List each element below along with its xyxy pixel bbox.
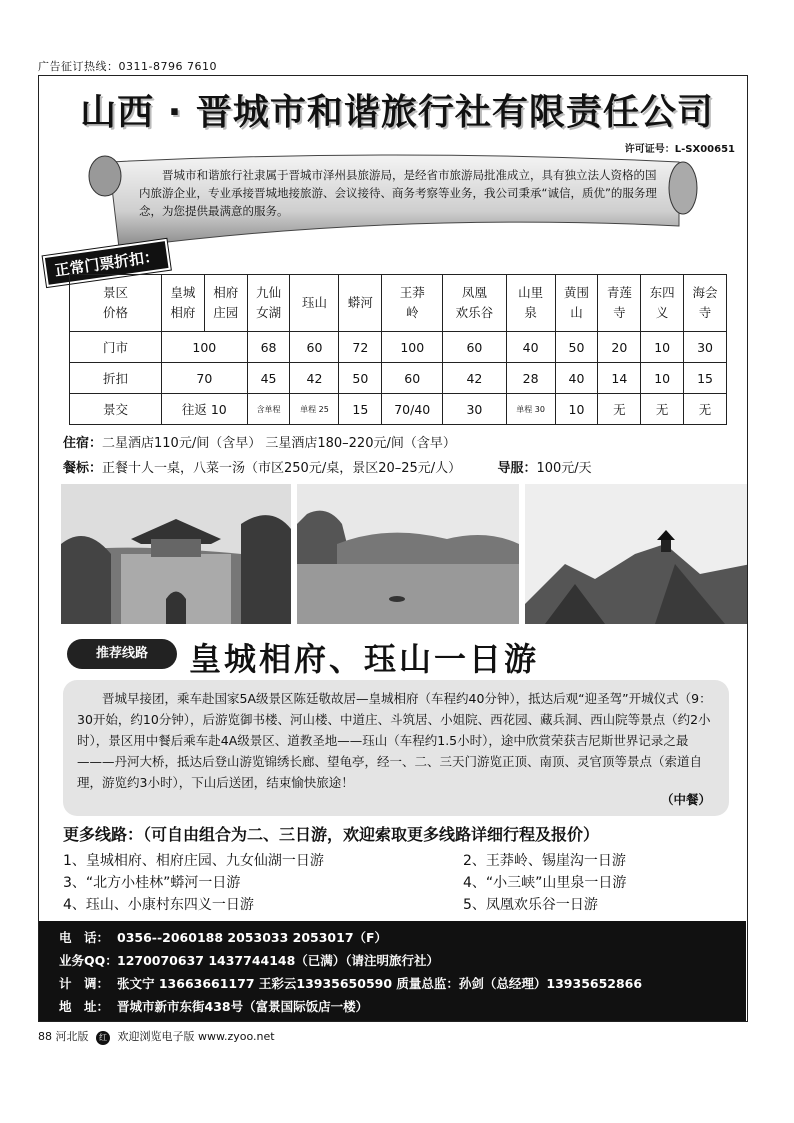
more-routes-title: 更多线路：（可自由组合为二、三日游，欢迎索取更多线路详细行程及报价） xyxy=(63,825,600,844)
scenic-header xyxy=(641,275,684,332)
scenic-name-line: 皇城 xyxy=(170,285,196,300)
scenic-name-line: 女湖 xyxy=(256,305,282,320)
row-label: 折扣 xyxy=(70,363,162,394)
scenic-name-line: 珏山 xyxy=(301,295,327,310)
route-item: 2、王莽岭、锡崖沟一日游 xyxy=(463,853,626,869)
meals-label: 餐标： xyxy=(63,461,103,476)
address-label: 地 址： xyxy=(59,999,110,1014)
scenic-name-line: 岭 xyxy=(405,305,419,320)
scenic-name-line: 寺 xyxy=(613,305,626,320)
price-cell: 10 xyxy=(641,332,684,363)
route-description: 晋城早接团，乘车赴国家5A级景区陈廷敬故居—皇城相府（车程约40分钟），抵达后观“迎圣驾”开城仪式（9：30开始，约10分钟），后游览御书楼、河山楼、中道庄、斗筑居、小姐院、西花园、藏兵洞、西山院等景点（约2小时），景区用中餐后乘车赴4A级景区、道教圣地——珏山（车程约1.5小时），途中欣赏荣获吉尼斯世界记录之最———丹河大桥，抵达后登山游览锦绣长廊、望龟亭，经一、二、三天门游览正顶、南顶、灵官顶等景点（索道自理，游览约3小时），下山后送团，结束愉快旅途！ xyxy=(77,691,712,790)
magazine-logo-icon: 红 xyxy=(96,1031,110,1045)
route-item: 1、皇城相府、相府庄园、九女仙湖一日游 xyxy=(63,853,324,869)
row-label: 门市 xyxy=(70,332,162,363)
guide-label: 导服： xyxy=(497,461,537,476)
photo-jueshan-river xyxy=(297,484,519,624)
price-cell: 50 xyxy=(555,332,598,363)
scenic-header xyxy=(684,275,727,332)
price-row-transport xyxy=(70,394,727,425)
photo-huangcheng-gate xyxy=(61,484,291,624)
price-cell: 42 xyxy=(443,363,506,394)
scenic-name-line: 青莲 xyxy=(606,285,632,300)
route-meal: （中餐） xyxy=(660,792,711,807)
scenic-header xyxy=(443,275,506,332)
contact-phone xyxy=(59,926,726,949)
merged-price-cell: 往返 10 xyxy=(162,394,248,425)
route-title: 皇城相府、珏山一日游 xyxy=(189,640,540,678)
company-intro: 晋城市和谐旅行社隶属于晋城市泽州县旅游局，是经省市旅游局批准成立，具有独立法人资格的国内旅游企业，专业承接晋城地接旅游、会议接待、商务考察等业务，我公司秉承“诚信，质优”的服务理念，为您提供最满意的服务。 xyxy=(139,168,657,218)
phone-label: 电 话： xyxy=(59,930,110,945)
merged-price-cell: 70 xyxy=(162,363,248,394)
scenic-name-line: 欢乐谷 xyxy=(455,305,494,320)
price-cell: 45 xyxy=(247,363,290,394)
corner-bottom: 价格 xyxy=(102,305,128,320)
contact-dispatch xyxy=(59,972,726,995)
price-badge: 正常门票折扣： xyxy=(43,239,171,287)
corner-top: 景区 xyxy=(102,285,128,300)
price-cell: 30 xyxy=(684,332,727,363)
scenic-name-line: 九仙 xyxy=(256,285,282,300)
price-cell: 28 xyxy=(506,363,555,394)
scenic-name-line: 海会 xyxy=(692,285,718,300)
price-cell: 10 xyxy=(641,363,684,394)
price-cell: 单程 25 xyxy=(290,394,339,425)
price-cell: 100 xyxy=(382,332,443,363)
price-cell: 14 xyxy=(598,363,641,394)
scenic-header xyxy=(247,275,290,332)
price-cell: 60 xyxy=(290,332,339,363)
page-footer xyxy=(38,1028,275,1045)
guide-text: 100元/天 xyxy=(536,461,592,476)
scenic-header xyxy=(598,275,641,332)
price-cell: 10 xyxy=(555,394,598,425)
scenic-name-line: 寺 xyxy=(698,305,712,320)
qq-value: 1270070637 1437744148（已满）（请注明旅行社） xyxy=(117,953,440,968)
footer-text: 欢迎浏览电子版 www.zyoo.net xyxy=(117,1030,275,1043)
row-label: 景交 xyxy=(70,394,162,425)
scenic-name-line: 义 xyxy=(655,305,669,320)
scenic-name-line: 庄园 xyxy=(213,305,239,320)
contact-panel xyxy=(39,921,746,1022)
page-number: 88 河北版 xyxy=(38,1030,89,1043)
price-cell: 无 xyxy=(684,394,727,425)
scenic-header xyxy=(506,275,555,332)
scenic-name-line: 相府 xyxy=(213,285,239,300)
price-cell: 单程 30 xyxy=(506,394,555,425)
qq-label: 业务QQ： xyxy=(59,953,118,968)
price-cell: 40 xyxy=(506,332,555,363)
scenic-name-line: 山 xyxy=(570,305,583,320)
dispatch-label: 计 调： xyxy=(59,976,110,991)
route-description-box xyxy=(63,680,729,816)
price-cell: 20 xyxy=(598,332,641,363)
price-cell: 72 xyxy=(339,332,382,363)
price-row-gate xyxy=(70,332,727,363)
merged-price-cell: 100 xyxy=(162,332,248,363)
contact-address xyxy=(59,995,726,1018)
route-item: 4、“小三峡”山里泉一日游 xyxy=(463,875,627,891)
scenic-name-line: 凤凰 xyxy=(461,285,487,300)
photo-mountain-temple xyxy=(525,484,748,624)
meals-line xyxy=(63,457,592,476)
route-item: 4、珏山、小康村东四义一日游 xyxy=(63,897,254,913)
scenic-name-line: 东四 xyxy=(649,285,675,300)
price-cell: 42 xyxy=(290,363,339,394)
price-cell: 15 xyxy=(684,363,727,394)
address-value: 晋城市新市东街438号（富景国际饭店一楼） xyxy=(117,999,369,1014)
contact-qq xyxy=(59,949,726,972)
meals-text: 正餐十人一桌，八菜一汤（市区250元/桌，景区20–25元/人） xyxy=(102,461,462,476)
scenic-header xyxy=(162,275,205,332)
price-cell: 含单程 xyxy=(247,394,290,425)
license-number: 许可证号：L-SX00651 xyxy=(624,144,735,155)
scenic-name-line: 黄围 xyxy=(564,285,590,300)
price-cell: 无 xyxy=(641,394,684,425)
route-item: 5、凤凰欢乐谷一日游 xyxy=(463,897,598,913)
price-header-row xyxy=(70,275,727,332)
scenic-header xyxy=(339,275,382,332)
scenic-header xyxy=(290,275,339,332)
price-cell: 无 xyxy=(598,394,641,425)
price-cell: 30 xyxy=(443,394,506,425)
price-row-discount xyxy=(70,363,727,394)
ad-hotline: 广告征订热线：0311-8796 7610 xyxy=(38,60,217,73)
scenic-name-line: 王莽 xyxy=(399,285,425,300)
price-cell: 15 xyxy=(339,394,382,425)
price-cell: 40 xyxy=(555,363,598,394)
price-cell: 70/40 xyxy=(382,394,443,425)
price-cell: 60 xyxy=(382,363,443,394)
scenic-name-line: 山里 xyxy=(518,285,544,300)
scenic-name-line: 蟒河 xyxy=(347,295,373,310)
route-item: 3、“北方小桂林”蟒河一日游 xyxy=(63,875,241,891)
route-badge: 推荐线路 xyxy=(67,639,177,669)
table-corner xyxy=(70,275,162,332)
ad-frame xyxy=(38,75,748,1022)
phone-value: 0356--2060188 2053033 2053017（F） xyxy=(117,930,388,945)
price-table xyxy=(69,274,727,425)
scenic-header xyxy=(204,275,247,332)
dispatch-value: 张文宁 13663661177 王彩云13935650590 质量总监：孙剑（总经理）13935652866 xyxy=(117,976,643,991)
accommodation-label: 住宿： xyxy=(63,436,103,451)
scenic-name-line: 泉 xyxy=(524,305,537,320)
scenic-name-line: 相府 xyxy=(170,305,196,320)
company-name: 山西 · 晋城市和谐旅行社有限责任公司 xyxy=(80,92,714,133)
photo-strip xyxy=(61,484,748,632)
price-cell: 68 xyxy=(247,332,290,363)
scenic-header xyxy=(382,275,443,332)
accommodation-line xyxy=(63,432,456,451)
price-cell: 50 xyxy=(339,363,382,394)
accommodation-text: 二星酒店110元/间（含早） 三星酒店180–220元/间（含早） xyxy=(102,436,456,451)
price-cell: 60 xyxy=(443,332,506,363)
scenic-header xyxy=(555,275,598,332)
